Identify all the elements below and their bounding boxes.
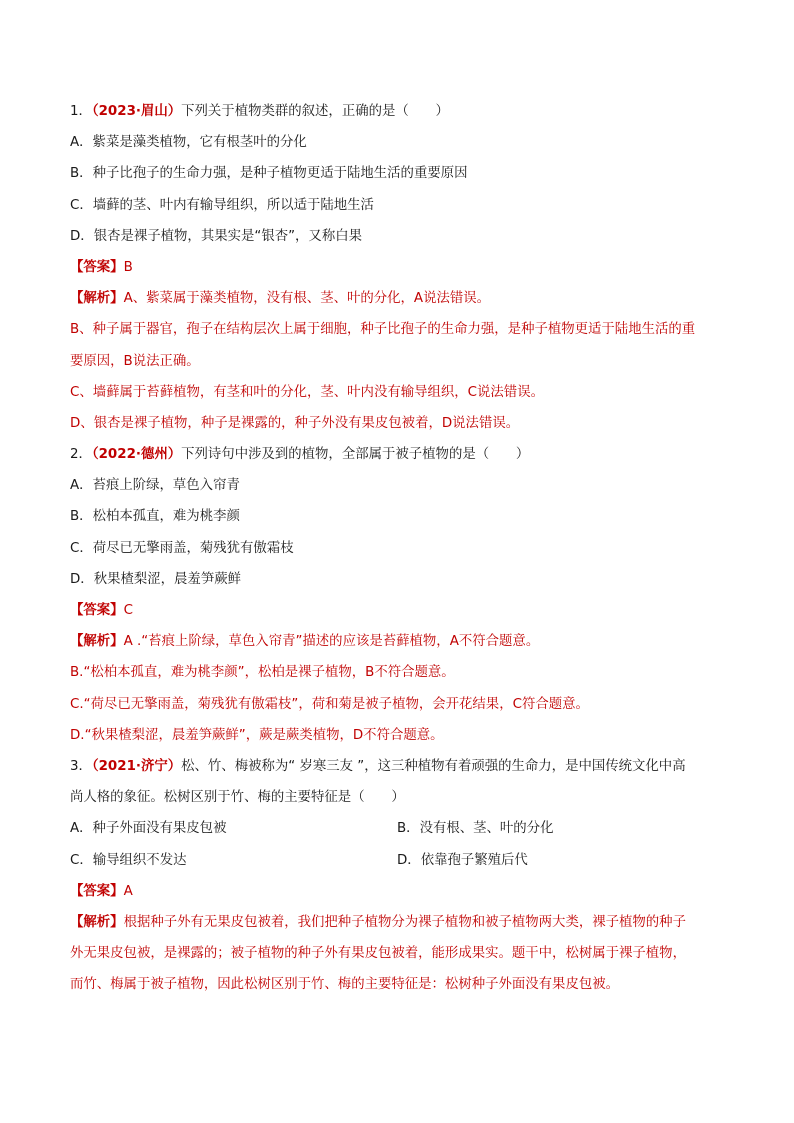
question-2-stem: [70, 439, 730, 470]
analysis-text: A、紫菜属于藻类植物，没有根、茎、叶的分化，A说法错误。: [123, 291, 491, 307]
question-number: 1．: [70, 104, 92, 119]
question-1-stem: [70, 96, 730, 127]
option-b: B．松柏本孤直，难为桃李颜: [70, 509, 240, 525]
analysis-line: B.“松柏本孤直，难为桃李颜”，松柏是裸子植物，B不符合题意。: [70, 665, 455, 681]
question-text-continued: 尚人格的象征。松树区别于竹、梅的主要特征是（ ）: [70, 790, 405, 806]
question-source: （2021·济宁）: [91, 758, 182, 774]
option-d: D．依靠孢子繁殖后代: [397, 852, 528, 868]
analysis-line: C、墙藓属于苔藓植物，有茎和叶的分化，茎、叶内没有输导组织，C说法错误。: [70, 384, 544, 400]
option-a: A．苔痕上阶绿，草色入帘青: [70, 478, 240, 494]
analysis-label: 【解析】: [70, 291, 124, 307]
question-text: 松、竹、梅被称为“ 岁寒三友 ”，这三种植物有着顽强的生命力，是中国传统文化中高: [181, 758, 686, 774]
question-number: 2．: [70, 447, 92, 463]
answer-value: C: [123, 603, 133, 618]
analysis-line: D.“秋果楂梨涩，晨羞笋蕨鲜”，蕨是蕨类植物，D不符合题意。: [70, 727, 444, 743]
option-d: D．秋果楂梨涩，晨羞笋蕨鲜: [70, 571, 241, 587]
question-source: （2022·德州）: [91, 447, 182, 463]
document-page: [70, 96, 730, 1000]
analysis-line: 外无果皮包被，是裸露的；被子植物的种子外有果皮包被着，能形成果实。题干中，松树属于裸子植物，: [70, 946, 686, 962]
answer-line: [70, 876, 730, 907]
answer-label: 【答案】: [70, 259, 124, 275]
analysis-line: 而竹、梅属于被子植物，因此松树区别于竹、梅的主要特征是：松树种子外面没有果皮包被。: [70, 977, 620, 993]
answer-value: B: [123, 259, 133, 275]
option-a: A．种子外面没有果皮包被: [70, 821, 227, 837]
option-c: C．墙藓的茎、叶内有输导组织，所以适于陆地生活: [70, 197, 374, 213]
option-b: B．没有根、茎、叶的分化: [397, 821, 554, 837]
option-c: C．输导组织不发达: [70, 852, 187, 868]
analysis-line: 要原因，B说法正确。: [70, 353, 200, 369]
analysis-line: [70, 907, 730, 938]
answer-line: [70, 252, 730, 283]
answer-label: 【答案】: [70, 883, 124, 899]
answer-line: [70, 595, 730, 626]
answer-value: A: [123, 883, 133, 899]
option-a: A．紫菜是藻类植物，它有根茎叶的分化: [70, 135, 307, 151]
analysis-label: 【解析】: [70, 634, 124, 650]
question-text: 下列关于植物类群的叙述，正确的是（ ）: [181, 104, 449, 119]
analysis-line: [70, 626, 730, 657]
analysis-line: B、种子属于器官，孢子在结构层次上属于细胞，种子比孢子的生命力强，是种子植物更适于陆地生活的重: [70, 322, 696, 338]
options-grid: [70, 813, 730, 875]
option-d: D．银杏是裸子植物，其果实是“银杏”，又称白果: [70, 228, 362, 244]
option-c: C．荷尽已无擎雨盖，菊残犹有傲霜枝: [70, 540, 294, 556]
question-source: （2023·眉山）: [91, 104, 182, 119]
question-3-stem: [70, 751, 730, 782]
analysis-label: 【解析】: [70, 914, 124, 930]
question-number: 3．: [70, 758, 92, 774]
analysis-text: A .“苔痕上阶绿，草色入帘青”描述的应该是苔藓植物，A不符合题意。: [123, 634, 540, 650]
analysis-line: D、银杏是裸子植物，种子是裸露的，种子外没有果皮包被着，D说法错误。: [70, 415, 520, 431]
question-text: 下列诗句中涉及到的植物，全部属于被子植物的是（ ）: [181, 447, 530, 463]
option-b: B．种子比孢子的生命力强，是种子植物更适于陆地生活的重要原因: [70, 166, 468, 182]
answer-label: 【答案】: [70, 603, 124, 618]
analysis-text: 根据种子外有无果皮包被着，我们把种子植物分为裸子植物和被子植物两大类，裸子植物的种子: [123, 914, 686, 930]
analysis-line: C.“荷尽已无擎雨盖，菊残犹有傲霜枝”，荷和菊是被子植物，会开花结果，C符合题意。: [70, 696, 589, 712]
analysis-line: [70, 283, 730, 314]
